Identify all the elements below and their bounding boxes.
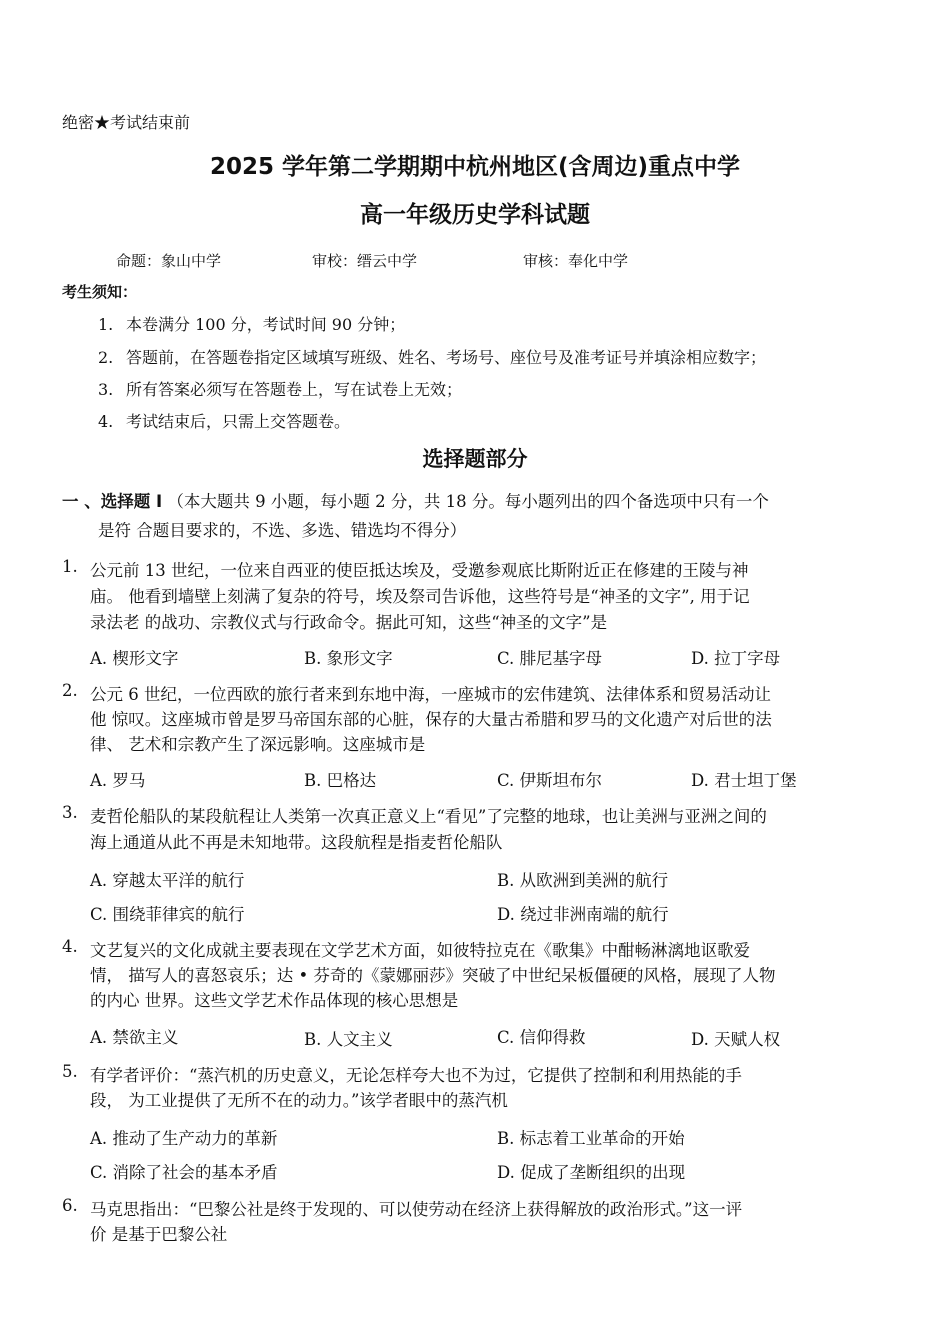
- question-text-line: 价 是基于巴黎公社: [90, 1225, 228, 1244]
- option-a[interactable]: A. 楔形文字: [90, 649, 179, 668]
- option-b[interactable]: B. 标志着工业革命的开始: [497, 1129, 685, 1148]
- exam-title-line1: 2025 学年第二学期期中杭州地区(含周边)重点中学: [209, 154, 741, 180]
- question-text-line: 段， 为工业提供了无所不在的动力。”该学者眼中的蒸汽机: [90, 1091, 508, 1110]
- question-number: 3.: [62, 803, 78, 822]
- option-b[interactable]: B. 人文主义: [304, 1030, 393, 1049]
- option-c[interactable]: C. 消除了社会的基本矛盾: [90, 1163, 278, 1182]
- option-d[interactable]: D. 绕过非洲南端的航行: [497, 905, 669, 924]
- notice-item-number: 1.: [98, 315, 114, 334]
- option-b[interactable]: B. 巴格达: [304, 771, 377, 790]
- question-text-line: 公元 6 世纪，一位西欧的旅行者来到东地中海，一座城市的宏伟建筑、法律体系和贸易活动让: [90, 685, 771, 704]
- option-c[interactable]: C. 围绕菲律宾的航行: [90, 905, 245, 924]
- question-text-line: 情， 描写人的喜怒哀乐；达 • 芬奇的《蒙娜丽莎》突破了中世纪呆板僵硬的风格，展现了人物: [90, 966, 776, 985]
- question-text-line: 庙。 他看到墙壁上刻满了复杂的符号，埃及祭司告诉他，这些符号是“神圣的文字”, 用于记: [90, 587, 750, 606]
- option-a[interactable]: A. 穿越太平洋的航行: [90, 871, 245, 890]
- notice-item-text: 所有答案必须写在答题卷上，写在试卷上无效；: [126, 380, 463, 399]
- question-text-line: 录法老 的战功、宗教仪式与行政命令。据此可知，这些“神圣的文字”是: [90, 613, 608, 632]
- confidential-label: 绝密★考试结束前: [62, 113, 191, 132]
- option-d[interactable]: D. 君士坦丁堡: [691, 771, 797, 790]
- question-text-line: 公元前 13 世纪，一位来自西亚的使臣抵达埃及，受邀参观底比斯附近正在修建的王陵与神: [90, 561, 749, 580]
- question-text-line: 马克思指出：“巴黎公社是终于发现的、可以使劳动在经济上获得解放的政治形式。”这一评: [90, 1200, 743, 1219]
- part-heading: [62, 488, 769, 512]
- question-number: 1.: [62, 557, 78, 576]
- option-a[interactable]: A. 推动了生产动力的革新: [90, 1129, 278, 1148]
- notice-item: [98, 312, 405, 335]
- option-c[interactable]: C. 信仰得救: [497, 1028, 586, 1047]
- part-prefix: 一 、: [62, 492, 101, 511]
- question-text-line: 海上通道从此不再是未知地带。这段航程是指麦哲伦船队: [90, 833, 503, 852]
- author-credit: 命题：象山中学: [116, 252, 222, 270]
- notice-item: [98, 409, 350, 432]
- question-number: 5.: [62, 1062, 78, 1081]
- question-text-line: 他 惊叹。这座城市曾是罗马帝国东部的心脏，保存的大量古希腊和罗马的文化遗产对后世的法: [90, 710, 772, 729]
- option-c[interactable]: C. 伊斯坦布尔: [497, 771, 603, 790]
- question-text-line: 文艺复兴的文化成就主要表现在文学艺术方面，如彼特拉克在《歌集》中酣畅淋漓地讴歌爱: [90, 941, 750, 960]
- question-text-line: 麦哲伦船队的某段航程让人类第一次真正意义上“看见”了完整的地球，也让美洲与亚洲之间的: [90, 807, 767, 826]
- notice-heading: 考生须知：: [62, 283, 138, 301]
- option-d[interactable]: D. 促成了垄断组织的出现: [497, 1163, 686, 1182]
- part-instructions-line2: 是符 合题目要求的，不选、多选、错选均不得分）: [98, 521, 467, 540]
- notice-item-number: 3.: [98, 380, 114, 399]
- question-number: 4.: [62, 937, 78, 956]
- option-c[interactable]: C. 腓尼基字母: [497, 649, 603, 668]
- notice-item-text: 本卷满分 100 分，考试时间 90 分钟；: [126, 315, 406, 334]
- notice-item-text: 答题前，在答题卷指定区域填写班级、姓名、考场号、座位号及准考证号并填涂相应数字；: [126, 348, 767, 367]
- part-instructions-line1: （本大题共 9 小题，每小题 2 分，共 18 分。每小题列出的四个备选项中只有一个: [167, 492, 769, 511]
- reviewer-credit: 审核：奉化中学: [523, 252, 629, 270]
- question-number: 2.: [62, 681, 78, 700]
- option-a[interactable]: A. 罗马: [90, 771, 146, 790]
- notice-item-text: 考试结束后，只需上交答题卷。: [126, 412, 351, 431]
- exam-title-line2: 高一年级历史学科试题: [360, 202, 590, 228]
- question-text-line: 有学者评价：“蒸汽机的历史意义，无论怎样夸大也不为过，它提供了控制和利用热能的手: [90, 1066, 742, 1085]
- notice-item: [98, 377, 462, 400]
- option-b[interactable]: B. 从欧洲到美洲的航行: [497, 871, 669, 890]
- question-text-line: 律、 艺术和宗教产生了深远影响。这座城市是: [90, 735, 426, 754]
- proofreader-credit: 审校：缙云中学: [312, 252, 418, 270]
- question-text-line: 的内心 世界。这些文学艺术作品体现的核心思想是: [90, 991, 459, 1010]
- section-title: 选择题部分: [422, 447, 528, 471]
- option-b[interactable]: B. 象形文字: [304, 649, 393, 668]
- option-a[interactable]: A. 禁欲主义: [90, 1028, 179, 1047]
- question-number: 6.: [62, 1196, 78, 1215]
- option-d[interactable]: D. 天赋人权: [691, 1030, 781, 1049]
- part-name: 选择题 I: [100, 492, 163, 511]
- notice-item: [98, 345, 766, 368]
- notice-item-number: 4.: [98, 412, 114, 431]
- notice-item-number: 2.: [98, 348, 114, 367]
- option-d[interactable]: D. 拉丁字母: [691, 649, 781, 668]
